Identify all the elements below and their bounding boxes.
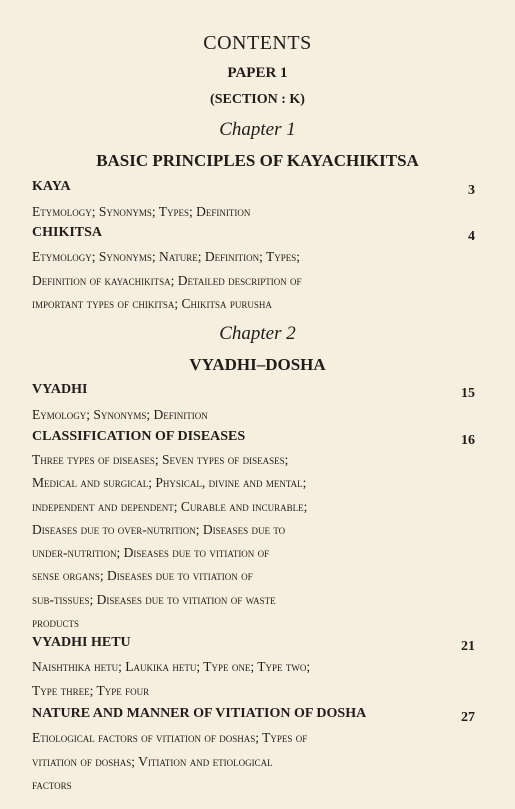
description-line: Medical and surgical; Physical, divine and mental; (32, 475, 307, 491)
page-number: 21 (461, 639, 475, 654)
chapter-2-title: VYADHI–DOSHA (189, 355, 326, 374)
page-number: 16 (461, 433, 475, 448)
description-line: sub-tissues; Diseases due to vitiation of waste (32, 591, 276, 607)
page-number: 27 (461, 710, 475, 725)
description-line: important types of chikitsa; Chikitsa purusha (32, 296, 272, 311)
page-number: 3 (468, 183, 475, 198)
toc-entry-vyadhi-hetu: VYADHI HETU (32, 635, 131, 650)
page-number: 15 (461, 386, 475, 401)
description-line: under-nutrition; Diseases due to vitiation of (32, 545, 270, 561)
description-line: Eymology; Synonyms; Definition (32, 407, 208, 422)
description-line: Three types of diseases; Seven types of diseases; (32, 452, 289, 467)
description-line: Etymology; Synonyms; Types; Definition (32, 204, 251, 219)
section-label: (SECTION : K) (210, 92, 305, 107)
page-heading: CONTENTS (203, 32, 312, 54)
page-number: 4 (468, 229, 475, 244)
description-line: sense organs; Diseases due to vitiation of (32, 568, 253, 584)
entry-description (32, 245, 452, 316)
entry-description (32, 726, 452, 797)
toc-entry-vyadhi: VYADHI (32, 382, 88, 397)
description-line: products (32, 615, 80, 631)
description-line: Etymology; Synonyms; Nature; Definition; Types; (32, 249, 301, 264)
entry-description (32, 655, 452, 702)
chapter-2-label: Chapter 2 (219, 323, 296, 344)
entry-description (32, 403, 452, 427)
description-line: Type three; Type four (32, 682, 150, 698)
description-line: vitiation of doshas; Vitiation and etiological (32, 753, 273, 769)
entry-description (32, 448, 452, 634)
entry-description (32, 200, 452, 224)
description-line: factors (32, 777, 72, 792)
toc-entry-chikitsa: CHIKITSA (32, 225, 103, 240)
description-line: independent and dependent; Curable and incurable; (32, 498, 308, 514)
toc-entry-kaya: KAYA (32, 179, 71, 194)
toc-entry-nature-and-manner-of-vitiation: NATURE AND MANNER OF VITIATION OF DOSHA (32, 706, 367, 721)
description-line: Definition of kayachikitsa; Detailed description of (32, 272, 302, 288)
description-line: Diseases due to over-nutrition; Diseases due to (32, 521, 286, 537)
description-line: Etiological factors of vitiation of doshas; Types of (32, 730, 308, 745)
description-line: Naishthika hetu; Laukika hetu; Type one; Type two; (32, 659, 311, 674)
paper-label: PAPER 1 (227, 65, 288, 81)
toc-entry-classification-of-diseases: CLASSIFICATION OF DISEASES (32, 429, 246, 444)
chapter-1-label: Chapter 1 (219, 119, 296, 140)
chapter-1-title: BASIC PRINCIPLES OF KAYACHIKITSA (96, 151, 419, 170)
